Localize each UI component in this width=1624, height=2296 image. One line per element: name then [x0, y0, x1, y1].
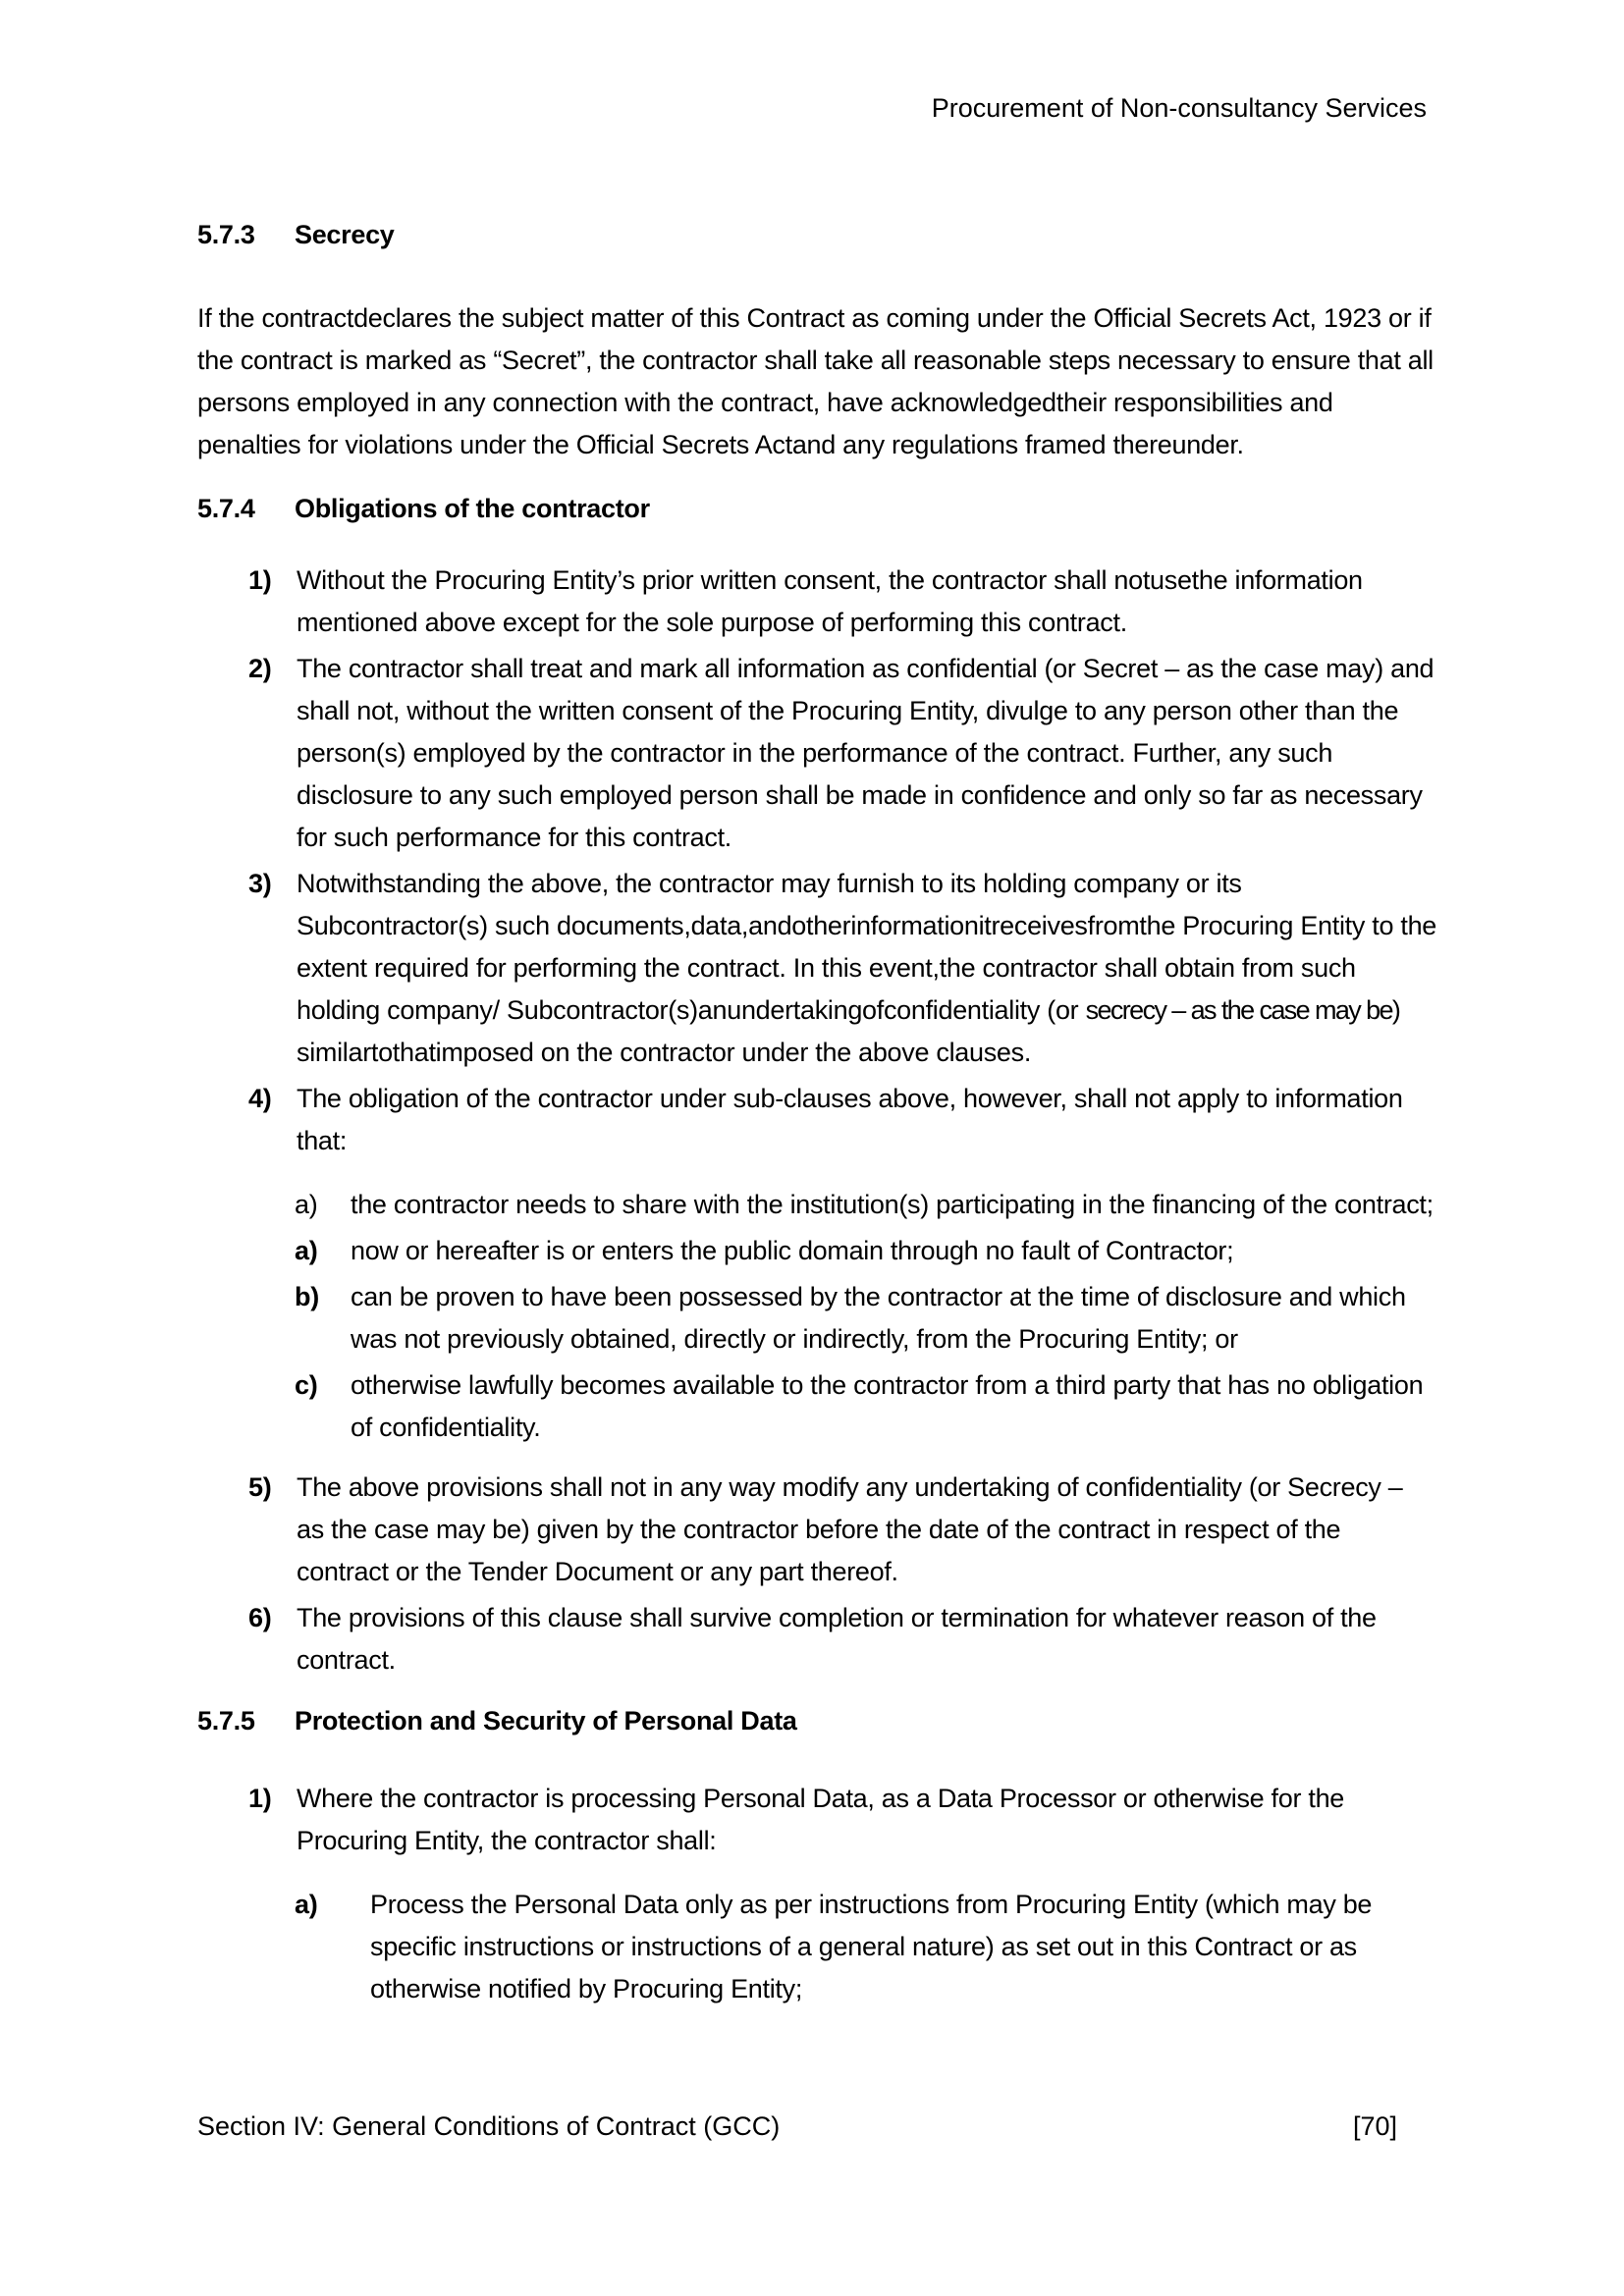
- section-575-heading: [197, 1700, 1436, 1742]
- list-item-text-part: Notwithstanding the above, the contractor may furnish to its holding company or its Subcontractor(s) such documents,data,andotherinformationitreceivesfromthe Procuring Entity to the extent required for performing the contract. In this event,the contractor shall obtain from such holding company/ Subcontractor(s)anundertakingofconfidentiality (or: [297, 869, 1436, 1025]
- list-item: [248, 1078, 1436, 1162]
- list-item-text: The provisions of this clause shall survive completion or termination for whatever reason of the contract.: [297, 1603, 1377, 1675]
- sub-item-label: a): [295, 1236, 318, 1265]
- list-item-text: The obligation of the contractor under sub-clauses above, however, shall not apply to information that:: [297, 1084, 1403, 1155]
- list-item-text: Where the contractor is processing Personal Data, as a Data Processor or otherwise for the Procuring Entity, the contractor shall:: [297, 1784, 1345, 1855]
- section-573-paragraph: If the contractdeclares the subject matter of this Contract as coming under the Official Secrets Act, 1923 or if the contract is marked as “Secret”, the contractor shall take all reasonable steps necessary to ensure that all persons employed in any connection with the contract, have acknowledgedtheir responsibilities and penalties for violations under the Official Secrets Actand any regulations framed thereunder.: [197, 303, 1434, 459]
- header-title: Procurement of Non-consultancy Services: [931, 93, 1427, 123]
- section-title: Secrecy: [295, 220, 395, 249]
- sub-list-item: [295, 1884, 1436, 2010]
- sub-item-label: c): [295, 1370, 318, 1400]
- sub-item-text: otherwise lawfully becomes available to the contractor from a third party that has no obligation of confidentiality.: [351, 1370, 1424, 1442]
- list-item: [248, 1597, 1436, 1682]
- sub-list: [197, 1884, 1436, 2010]
- section-number: 5.7.4: [197, 494, 255, 523]
- page-header: [932, 87, 1427, 130]
- list-item-text: The above provisions shall not in any way modify any undertaking of confidentiality (or Secrecy – as the case may be) given by the contractor before the date of the contract in respect of the contract or the Tender Document or any part thereof.: [297, 1472, 1403, 1586]
- list-item: [248, 1467, 1436, 1593]
- list-item: [248, 863, 1436, 1074]
- footer-section-label: Section IV: General Conditions of Contract (GCC): [197, 2111, 781, 2141]
- list-item: [248, 560, 1436, 644]
- sub-item-label: a): [295, 1190, 318, 1219]
- list-item-label: 3): [248, 869, 272, 898]
- page-footer: [197, 2106, 1436, 2148]
- list-item-label: 1): [248, 1784, 272, 1813]
- sub-item-text: can be proven to have been possessed by the contractor at the time of disclosure and which was not previously obtained, directly or indirectly, from the Procuring Entity; or: [351, 1282, 1406, 1354]
- list-item-text-part: similartothatimposed on the contractor under the above clauses.: [297, 1038, 1032, 1067]
- sub-list-item: [295, 1230, 1436, 1272]
- list-item-text: Without the Procuring Entity’s prior written consent, the contractor shall notusethe information mentioned above except for the sole purpose of performing this contract.: [297, 565, 1363, 637]
- section-574-heading: [197, 488, 1436, 530]
- list-item-label: 5): [248, 1472, 272, 1502]
- list-item-label: 6): [248, 1603, 272, 1632]
- sub-item-text: the contractor needs to share with the institution(s) participating in the financing of the contract;: [351, 1190, 1434, 1219]
- list-item-text: [297, 863, 1436, 1074]
- sub-list-item: [295, 1184, 1436, 1226]
- list-item-text-condensed: secrecy – as the case may be): [1085, 995, 1400, 1025]
- list-item-label: 1): [248, 565, 272, 595]
- section-number: 5.7.5: [197, 1706, 255, 1735]
- sub-item-text: Process the Personal Data only as per instructions from Procuring Entity (which may be specific instructions or instructions of a general nature) as set out in this Contract or as otherwise notified by Procuring Entity;: [370, 1890, 1373, 2003]
- list-item: [248, 648, 1436, 859]
- list-item-text: The contractor shall treat and mark all information as confidential (or Secret – as the case may) and shall not, without the written consent of the Procuring Entity, divulge to any person other than the person(s) employed by the contractor in the performance of the contract. Further, any such disclosure to any such employed person shall be made in confidence and only so far as necessary for such performance for this contract.: [297, 654, 1435, 852]
- list-item-label: 2): [248, 654, 272, 683]
- sub-list: [197, 1184, 1436, 1449]
- footer-page-number: [70]: [1352, 2111, 1397, 2141]
- section-number: 5.7.3: [197, 220, 255, 249]
- sub-list-item: [295, 1276, 1436, 1361]
- section-title: Obligations of the contractor: [295, 494, 650, 523]
- page-content: [197, 214, 1436, 2014]
- sub-list-item: [295, 1364, 1436, 1449]
- section-573-heading: [197, 214, 1436, 256]
- list-item-label: 4): [248, 1084, 272, 1113]
- sub-item-label: a): [295, 1890, 318, 1919]
- section-title: Protection and Security of Personal Data: [295, 1706, 797, 1735]
- sub-item-text: now or hereafter is or enters the public domain through no fault of Contractor;: [351, 1236, 1234, 1265]
- sub-item-label: b): [295, 1282, 319, 1311]
- list-item: [248, 1778, 1436, 1862]
